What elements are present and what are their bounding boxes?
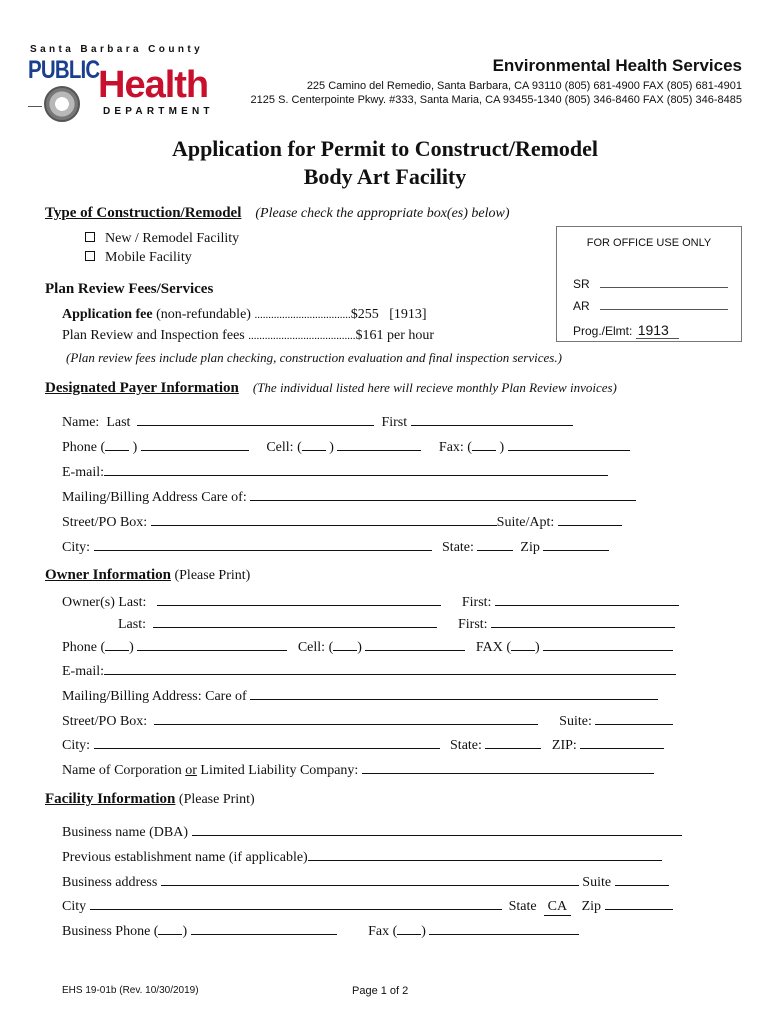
payer-mailing-label: Mailing/Billing Address Care of: [62,490,247,505]
plan-fee-row [62,328,434,344]
payer-fax-field[interactable] [508,437,630,451]
payer-zip-field[interactable] [543,537,609,551]
business-name-field[interactable] [192,822,682,836]
app-fee-note: (non-refundable) [152,307,255,322]
payer-fax-label: Fax: ( [438,440,472,455]
business-state-label: State [508,899,537,914]
owner-zip-label: ZIP: [551,738,577,753]
app-fee-dots: ................................... [254,309,351,321]
payer-phone-label: Phone ( [62,440,106,455]
payer-email-field[interactable] [104,462,608,476]
payer-note: (The individual listed here will recieve monthly Plan Review invoices) [252,380,617,395]
business-fax-field[interactable] [429,921,579,935]
owner-last-field-2[interactable] [153,614,437,628]
owner-sub: (Please Print) [170,568,251,583]
form-subtitle: Body Art Facility [303,164,467,189]
payer-first-field[interactable] [411,412,573,426]
office-use-box [556,226,742,342]
plan-fee-dots: ....................................... [248,330,356,342]
owner-heading-row [45,567,250,584]
owner-last-label-1: Owner(s) Last: [62,595,147,610]
option-label: Mobile Facility [105,250,192,265]
option-label: New / Remodel Facility [105,231,240,246]
owner-heading: Owner Information [45,567,171,583]
facility-sub: (Please Print) [175,792,255,807]
app-fee-code: [1913] [389,307,427,322]
business-city-field[interactable] [90,896,502,910]
owner-phone-area[interactable] [105,637,129,651]
business-fax-label: Fax ( [368,924,398,939]
payer-heading-row [45,380,617,397]
payer-state-field[interactable] [477,537,513,551]
owner-suite-field[interactable] [595,711,673,725]
payer-heading: Designated Payer Information [45,380,239,396]
corp-label-2: Limited Liability Company: [196,763,359,778]
form-id: EHS 19-01b (Rev. 10/30/2019) [62,985,199,996]
corp-name-field[interactable] [362,760,654,774]
owner-zip-field[interactable] [580,735,664,749]
plan-fee-label: Plan Review and Inspection fees [62,328,249,343]
paren: ) [129,640,134,655]
office-use-heading: FOR OFFICE USE ONLY [586,237,712,249]
ar-field[interactable] [600,299,728,310]
owner-street-label: Street/PO Box: [62,714,148,729]
logo-rule [28,106,42,107]
business-suite-label: Suite [582,875,612,890]
county-name: Santa Barbara County [30,44,204,55]
business-state-field[interactable]: CA [544,899,571,916]
construction-heading-row [45,205,510,222]
payer-suite-label: Suite/Apt: [496,515,555,530]
owner-first-field-1[interactable] [495,592,679,606]
construction-note: (Please check the appropriate box(es) below) [255,206,510,221]
payer-care-of-field[interactable] [250,487,636,501]
payer-street-field[interactable] [151,512,497,526]
business-phone-label: Business Phone ( [62,924,159,939]
owner-fax-label: FAX ( [475,640,512,655]
paren: ) [329,440,334,455]
owner-mailing-label: Mailing/Billing Address: Care of [62,689,247,704]
logo-department: DEPARTMENT [103,106,214,117]
payer-email-label: E-mail: [62,465,104,480]
payer-cell-area[interactable] [302,437,326,451]
payer-city-field[interactable] [94,537,432,551]
owner-cell-label: Cell: ( [297,640,334,655]
business-phone-area[interactable] [158,921,182,935]
owner-fax-area[interactable] [511,637,535,651]
owner-phone-field[interactable] [137,637,287,651]
ehs-title: Environmental Health Services [492,56,742,75]
payer-cell-label: Cell: ( [266,440,302,455]
paren: ) [499,440,505,455]
mobile-checkbox[interactable] [85,251,95,261]
owner-city-label: City: [62,738,91,753]
fees-note: (Plan review fees include plan checking, construction evaluation and final inspection services.) [66,350,562,365]
application-fee-row [62,307,427,323]
previous-name-label: Previous establishment name (if applicable) [62,850,308,865]
payer-street-label: Street/PO Box: [62,515,148,530]
paren: ) [132,440,138,455]
owner-street-field[interactable] [154,711,538,725]
owner-fax-field[interactable] [543,637,673,651]
sr-field[interactable] [600,277,728,288]
business-fax-area[interactable] [397,921,421,935]
payer-state-label: State: [442,540,474,555]
address-santa-maria: 2125 S. Centerpointe Pkwy. #333, Santa Maria, CA 93455-1340 (805) 346-8460 FAX (805) 346-8485 [250,94,742,106]
owner-email-label: E-mail: [62,664,104,679]
owner-suite-label: Suite: [559,714,592,729]
business-address-field[interactable] [161,872,579,886]
business-zip-label: Zip [581,899,602,914]
page-number: Page 1 of 2 [352,985,409,997]
payer-city-label: City: [62,540,91,555]
option-new-remodel[interactable] [85,231,239,247]
payer-phone-area[interactable] [105,437,129,451]
fees-heading: Plan Review Fees/Services [45,281,214,297]
owner-first-label-1: First: [461,595,492,610]
payer-name-label: Name: [62,415,100,430]
payer-phone-field[interactable] [141,437,249,451]
paren: ) [535,640,540,655]
owner-cell-field[interactable] [365,637,465,651]
facility-heading-row [45,791,255,808]
corp-or: or [185,763,197,778]
option-mobile[interactable] [85,250,192,266]
new-remodel-checkbox[interactable] [85,232,95,242]
owner-state-field[interactable] [485,735,541,749]
owner-email-field[interactable] [104,661,676,675]
business-city-label: City [62,899,87,914]
corp-label: Name of Corporation [62,763,186,778]
app-fee-value: $255 [350,307,379,322]
prog-label: Prog./Elmt: [573,324,633,338]
address-santa-barbara: 225 Camino del Remedio, Santa Barbara, CA 93110 (805) 681-4900 FAX (805) 681-4901 [306,80,742,92]
paren: ) [357,640,362,655]
logo-health: Health [98,64,209,106]
county-seal-icon [44,86,80,122]
business-name-label: Business name (DBA) [62,825,188,840]
payer-last-field[interactable] [137,412,374,426]
plan-fee-value: $161 per hour [355,328,435,343]
owner-cell-area[interactable] [333,637,357,651]
owner-care-of-field[interactable] [250,686,658,700]
payer-suite-field[interactable] [558,512,622,526]
app-fee-label: Application fee [62,307,153,322]
facility-heading: Facility Information [45,791,176,807]
ar-label: AR [573,299,590,313]
sr-label: SR [573,277,590,291]
previous-name-field[interactable] [308,847,662,861]
construction-heading: Type of Construction/Remodel [45,205,242,221]
owner-first-label-2: First: [458,617,488,632]
payer-fax-area[interactable] [472,437,496,451]
paren: ) [182,924,188,939]
owner-last-label-2: Last: [118,617,146,632]
form-title: Application for Permit to Construct/Remodel [171,136,599,161]
business-suite-field[interactable] [615,872,669,886]
business-zip-field[interactable] [605,896,673,910]
payer-zip-label: Zip [520,540,540,555]
payer-first-label: First [381,415,408,430]
logo-public: PUBLIC [28,56,100,84]
business-phone-field[interactable] [191,921,337,935]
owner-phone-label: Phone ( [62,640,106,655]
payer-cell-field[interactable] [337,437,421,451]
owner-first-field-2[interactable] [491,614,675,628]
owner-state-label: State: [450,738,482,753]
prog-value: 1913 [636,322,679,339]
business-address-label: Business address [62,875,158,890]
paren: ) [421,924,426,939]
owner-city-field[interactable] [94,735,440,749]
payer-last-label: Last [106,415,131,430]
owner-last-field-1[interactable] [157,592,441,606]
